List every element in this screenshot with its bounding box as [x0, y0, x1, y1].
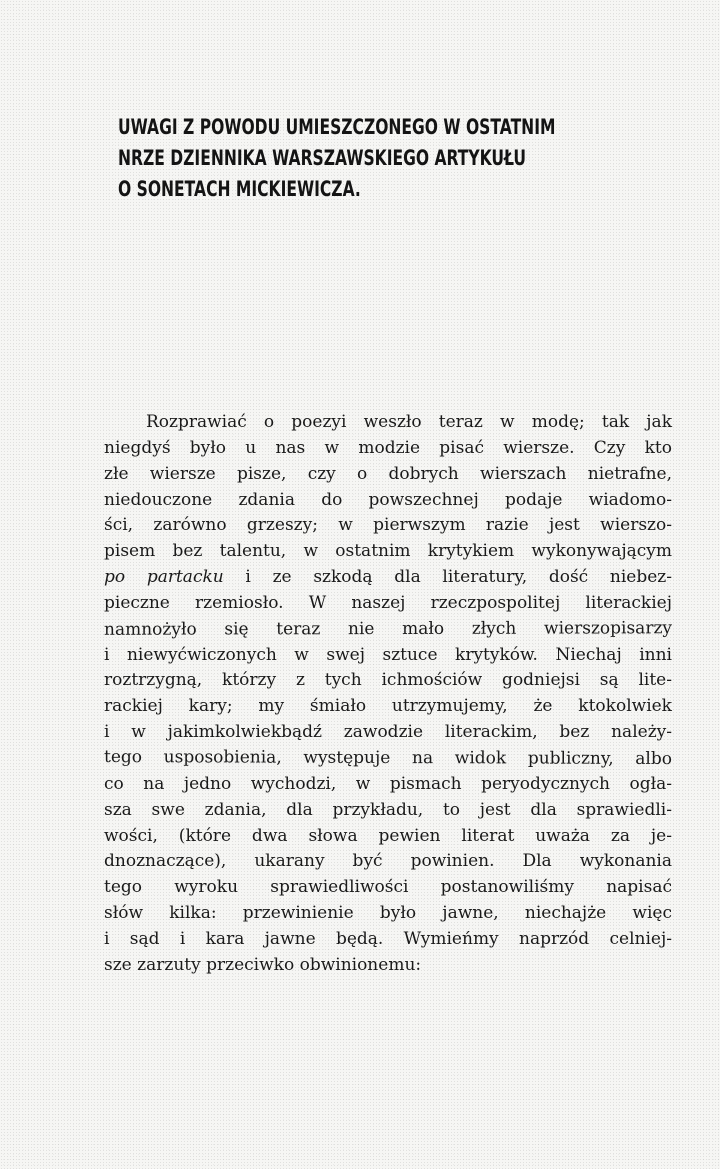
body-line: i sąd i kara jawne będą. Wymieńmy naprzód celniej- [104, 928, 672, 949]
emphasis-text: po partacku [104, 567, 224, 588]
body-line: po partacku i ze szkodą dla literatury, dość niebez- [104, 567, 672, 588]
body-line: tego usposobienia, występuje na widok publiczny, albo [103, 746, 673, 769]
body-line: sze zarzuty przeciwko obwinionemu: [104, 954, 422, 975]
heading-line: NRZE DZIENNIKA WARSZAWSKIEGO ARTYKUŁU [118, 146, 527, 170]
body-line: sza swe zdania, dla przykładu, to jest dla sprawiedli- [104, 799, 672, 820]
heading-line: O SONETACH MICKIEWICZA. [118, 177, 361, 201]
heading-line: UWAGI Z POWODU UMIESZCZONEGO W OSTATNIM [118, 115, 556, 139]
body-line: roztrzygną, którzy z tych ichmościów godniejsi są lite- [104, 670, 672, 691]
article-heading [118, 112, 556, 205]
body-line: namnożyło się teraz nie mało złych wierszopisarzy [103, 618, 673, 640]
body-line: niegdyś było u nas w modzie pisać wiersze. Czy kto [104, 437, 672, 458]
body-line: ści, zarówno grzeszy; w pierwszym razie jest wierszo- [104, 515, 672, 536]
body-line: złe wiersze pisze, czy o dobrych wierszach nietrafne, [104, 463, 672, 484]
body-line: pisem bez talentu, w ostatnim krytykiem wykonywającym [104, 541, 672, 562]
body-line: wości, (które dwa słowa pewien literat uważa za je- [104, 825, 672, 846]
article-body [104, 410, 672, 979]
body-line: niedouczone zdania do powszechnej podaje wiadomo- [104, 489, 672, 510]
body-line: słów kilka: przewinienie było jawne, niechajże więc [104, 903, 672, 924]
body-line: pieczne rzemiosło. W naszej rzeczpospolitej literackiej [104, 592, 672, 613]
body-line: i w jakimkolwiekbądź zawodzie literackim, bez należy- [104, 722, 672, 743]
body-line: Rozprawiać o poezyi weszło teraz w modę; tak jak [146, 412, 672, 432]
body-line: dnoznaczące), ukarany być powinien. Dla wykonania [104, 851, 672, 872]
body-line: co na jedno wychodzi, w pismach peryodycznych ogła- [104, 773, 672, 794]
body-line: rackiej kary; my śmiało utrzymujemy, że ktokolwiek [104, 696, 672, 717]
body-line: i niewyćwiczonych w swej sztuce krytyków. Niechaj inni [104, 644, 672, 665]
body-line: tego wyroku sprawiedliwości postanowiliśmy napisać [104, 877, 672, 898]
